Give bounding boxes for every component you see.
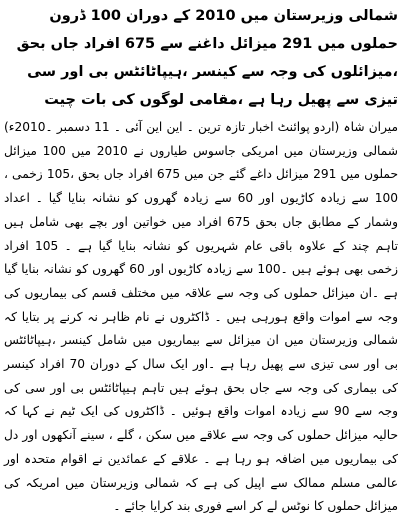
article-body: میران شاہ (اردو پوائنٹ اخبار تازہ ترین ۔ این این آئی ۔ 11 دسمبر ۔2010ء) شمالی وزیرستان میں امریکی جاسوس طیاروں نے 2010 میں 100 میزائل حملوں میں 291 میزائل داغے گئے جن میں 675 افراد جاں بحق ،105 زخمی ، 100 سے زیادہ کاڑیوں اور 60 سے زیادہ گھروں کو نشانہ بنایا گیا ۔ اعداد وشمار کے مطابق جاں بحق 675 افراد میں خواتین اور بچے بھی شامل ہیں تاہم چند کے علاوہ باقی عام شہریوں کو نشانہ بنایا گیا ہے ۔ 105 افراد زخمی بھی ہوئے ہیں ۔100 سے زیادہ کاڑیوں اور 60 گھروں کو نشانہ بنایا گیا ہے ۔ان میزائل حملوں کی وجہ سے علاقہ میں مختلف قسم کی بیماریوں کی وجہ سے اموات واقع ہورہی ہیں ۔ ڈاکٹروں نے نام ظاہر نہ کرنے پر بتایا کہ شمالی وزیرستان میں ان میزائل سے بیماریوں میں شامل کینسر ،ہیپاٹائٹس بی اور سی تیزی سے پھیل رہا ہے ۔اور ایک سال کے دوران 70 افراد کینسر کی بیماری کی وجہ سے جاں بحق ہوئے ہیں تاہم ہیپاٹائٹس بی اور سی کی وجہ سے 90 سے زیادہ اموات واقع ہوئیں ۔ ڈاکٹروں کی ایک ٹیم نے کہا کہ حالیہ میزائل حملوں کی وجہ سے علاقے میں سکن ، گلے ، سینے آنکھوں اور دل کی بیماریوں میں اضافہ ہو رہا ہے ۔ علاقے کے عمائدین نے اقوام متحدہ اور عالمی مسلم ممالک سے اپیل کی ہے کہ شمالی وزیرستان میں امریکہ کی میزائل حملوں کا نوٹس لے کر اسے فوری بند کرایا جائے ۔ xyxy=(4,120,399,514)
article-headline: شمالی وزیرستان میں 2010 کے دوران 100 ڈرون حملوں میں 291 میزائل داغنے سے 675 افراد جاں بحق ،میزائلوں کی وجہ سے کینسر ،ہیپاٹائٹس بی اور سی تیزی سے پھیل رہا ہے ،مقامی لوگوں کی بات چیت xyxy=(16,8,398,108)
